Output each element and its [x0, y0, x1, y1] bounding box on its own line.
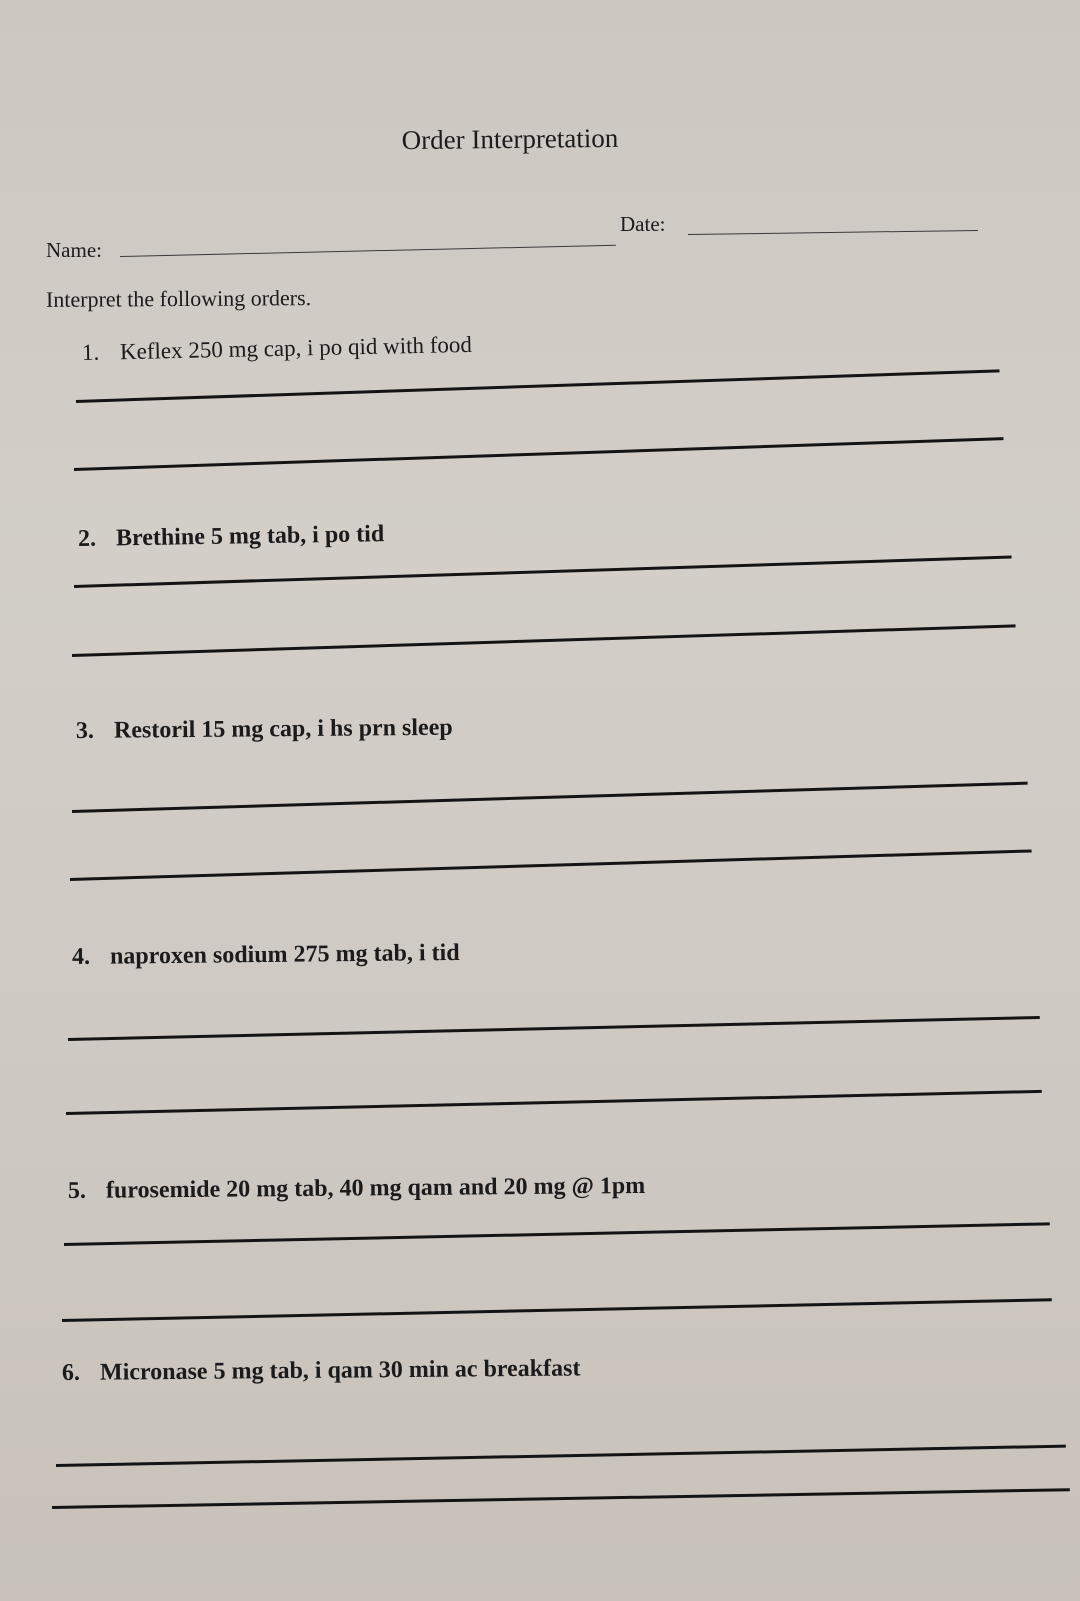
order-number: 4. [71, 943, 91, 970]
answer-line-6b[interactable] [52, 1488, 1070, 1509]
answer-line-4a[interactable] [68, 1016, 1040, 1041]
answer-line-3b[interactable] [70, 849, 1032, 881]
answer-line-3a[interactable] [72, 782, 1028, 813]
order-number: 1. [81, 339, 100, 365]
order-text: Keflex 250 mg cap, i po qid with food [119, 331, 473, 365]
order-text: furosemide 20 mg tab, 40 mg qam and 20 mg @ 1pm [105, 1172, 646, 1204]
order-number: 2. [77, 525, 97, 552]
answer-line-2b[interactable] [72, 624, 1016, 657]
order-text: Micronase 5 mg tab, i qam 30 min ac breakfast [99, 1355, 581, 1386]
date-blank-line[interactable] [688, 230, 978, 235]
order-item-2 [78, 521, 385, 553]
page-title: Order Interpretation [401, 122, 619, 156]
order-text: Restoril 15 mg cap, i hs prn sleep [113, 714, 453, 744]
answer-line-2a[interactable] [74, 556, 1012, 588]
order-number: 3. [75, 717, 95, 744]
order-text: Brethine 5 mg tab, i po tid [115, 521, 385, 552]
answer-line-5b[interactable] [62, 1298, 1052, 1322]
answer-line-1a[interactable] [76, 369, 1000, 403]
order-item-5 [68, 1173, 645, 1205]
order-number: 5. [67, 1177, 87, 1204]
order-item-4 [72, 940, 460, 971]
answer-line-1b[interactable] [74, 437, 1004, 471]
answer-line-4b[interactable] [66, 1090, 1042, 1115]
order-item-6 [62, 1355, 581, 1387]
answer-line-6a[interactable] [56, 1445, 1066, 1467]
date-label: Date: [620, 212, 666, 236]
order-item-1 [82, 332, 472, 366]
order-number: 6. [61, 1359, 81, 1386]
order-item-3 [76, 715, 453, 745]
name-label: Name: [46, 238, 102, 262]
order-text: naproxen sodium 275 mg tab, i tid [109, 939, 460, 970]
answer-line-5a[interactable] [64, 1222, 1050, 1246]
instructions-text: Interpret the following orders. [45, 285, 312, 312]
name-blank-line[interactable] [120, 245, 616, 257]
